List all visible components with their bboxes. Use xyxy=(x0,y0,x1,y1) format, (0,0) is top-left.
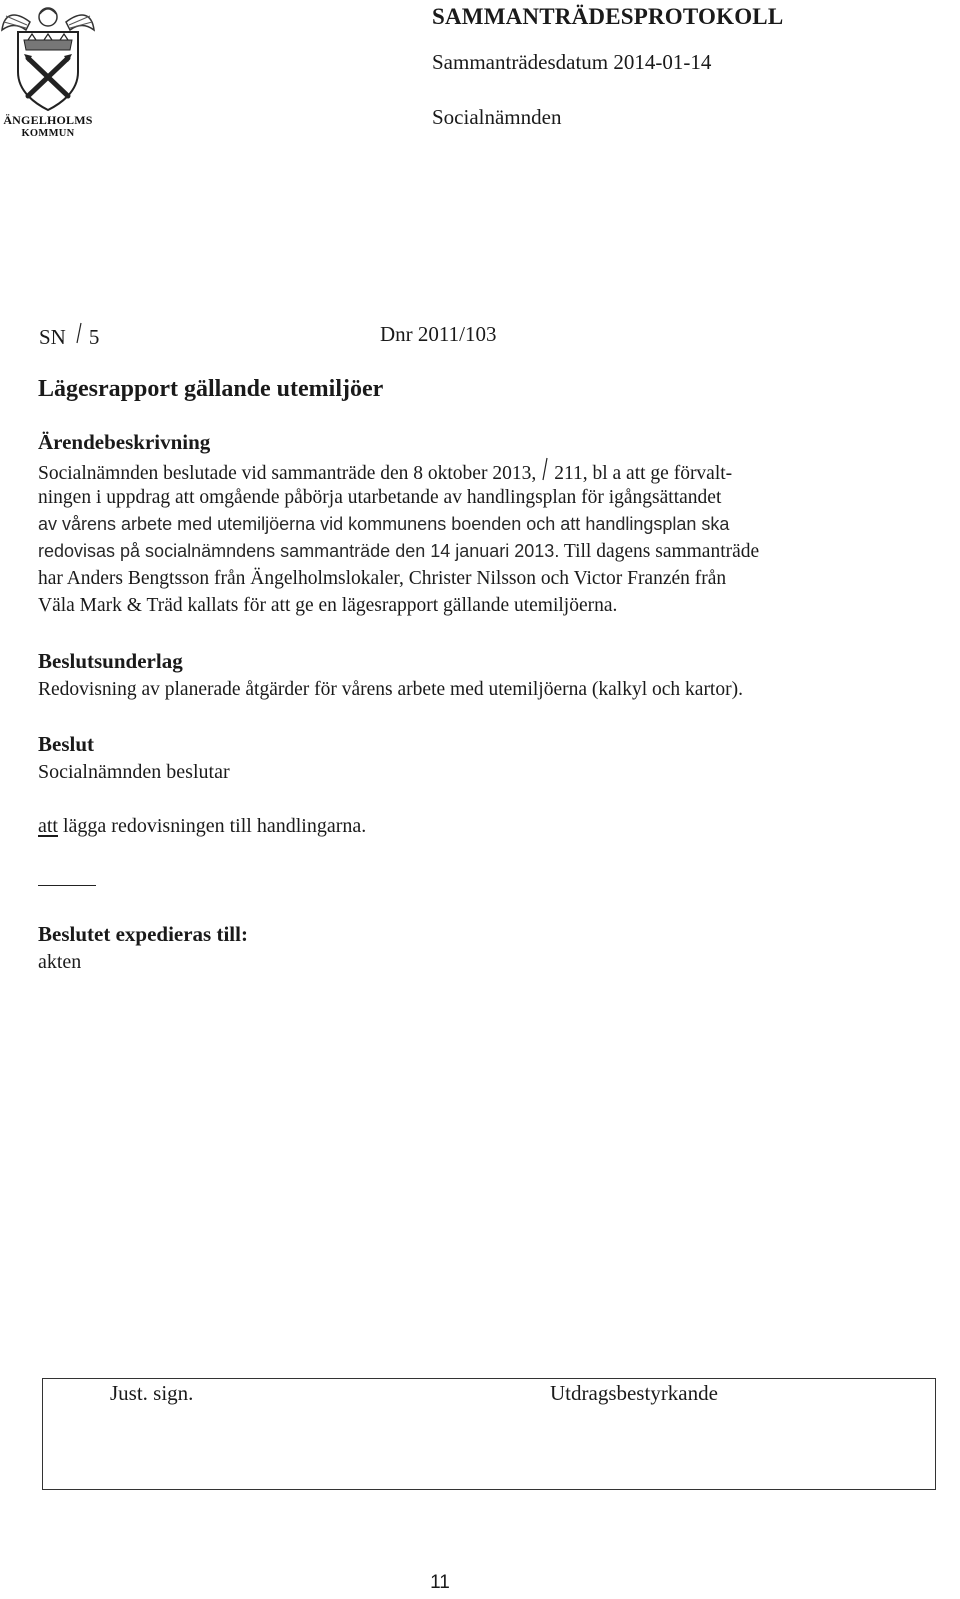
arendebeskrivning-heading: Ärendebeskrivning xyxy=(38,430,211,454)
beslut-text: Socialnämnden beslutar xyxy=(38,761,230,783)
section-reference xyxy=(39,322,99,350)
logo-line1: ÄNGELHOLMS xyxy=(3,113,93,127)
decision-rest: lägga redovisningen till handlingarna. xyxy=(58,815,367,837)
arendebeskrivning-text xyxy=(38,457,928,619)
municipal-logo xyxy=(0,0,96,148)
coat-of-arms-icon xyxy=(0,0,96,112)
text-line: har Anders Bengtsson från Ängelholmslokaler, Christer Nilsson och Victor Franzén från xyxy=(38,568,727,589)
board-name: Socialnämnden xyxy=(432,105,562,129)
line4-part-a: redovisas på socialnämndens sammanträde den 14 januari 2013. xyxy=(38,541,560,561)
section-sign-icon xyxy=(75,322,83,350)
expedieras-recipient: akten xyxy=(38,951,82,973)
beslutsunderlag-heading: Beslutsunderlag xyxy=(38,649,183,673)
page-title: Lägesrapport gällande utemiljöer xyxy=(38,376,384,402)
diary-number: Dnr 2011/103 xyxy=(380,322,497,346)
utdragsbestyrkande-label: Utdragsbestyrkande xyxy=(550,1381,718,1405)
att-word: att xyxy=(38,815,58,837)
separator-line xyxy=(38,885,96,886)
line4-part-b: Till dagens sammanträde xyxy=(559,541,760,562)
logo-line2: KOMMUN xyxy=(21,128,75,139)
beslut-decision xyxy=(38,813,928,840)
text-line: av vårens arbete med utemiljöerna vid kommunens boenden och att handlingsplan ska xyxy=(38,514,730,534)
text-line: Redovisning av planerade åtgärder för vårens arbete med utemiljöerna (kalkyl och kartor). xyxy=(38,679,743,700)
beslut-heading: Beslut xyxy=(38,732,95,756)
expedieras-heading: Beslutet expedieras till: xyxy=(38,922,248,946)
line1-part-a: Socialnämnden beslutade vid sammanträde den 8 oktober 2013, xyxy=(38,463,537,484)
section-number: 5 xyxy=(88,325,100,349)
meeting-date: Sammanträdesdatum 2014-01-14 xyxy=(432,50,712,74)
beslutsunderlag-text xyxy=(38,676,928,703)
text-line xyxy=(38,457,928,484)
document-type-title: SAMMANTRÄDESPROTOKOLL xyxy=(432,4,784,29)
line1-part-b: 211, bl a att ge förvalt- xyxy=(554,463,733,484)
just-sign-label: Just. sign. xyxy=(110,1381,194,1405)
text-line: ningen i uppdrag att omgående påbörja utarbetande av handlingsplan för igångsättandet xyxy=(38,487,722,508)
text-line: Väla Mark & Träd kallats för att ge en lägesrapport gällande utemiljöerna. xyxy=(38,595,618,616)
page-number: 11 xyxy=(430,1572,450,1593)
text-line xyxy=(38,538,928,565)
sn-label: SN xyxy=(39,325,66,349)
